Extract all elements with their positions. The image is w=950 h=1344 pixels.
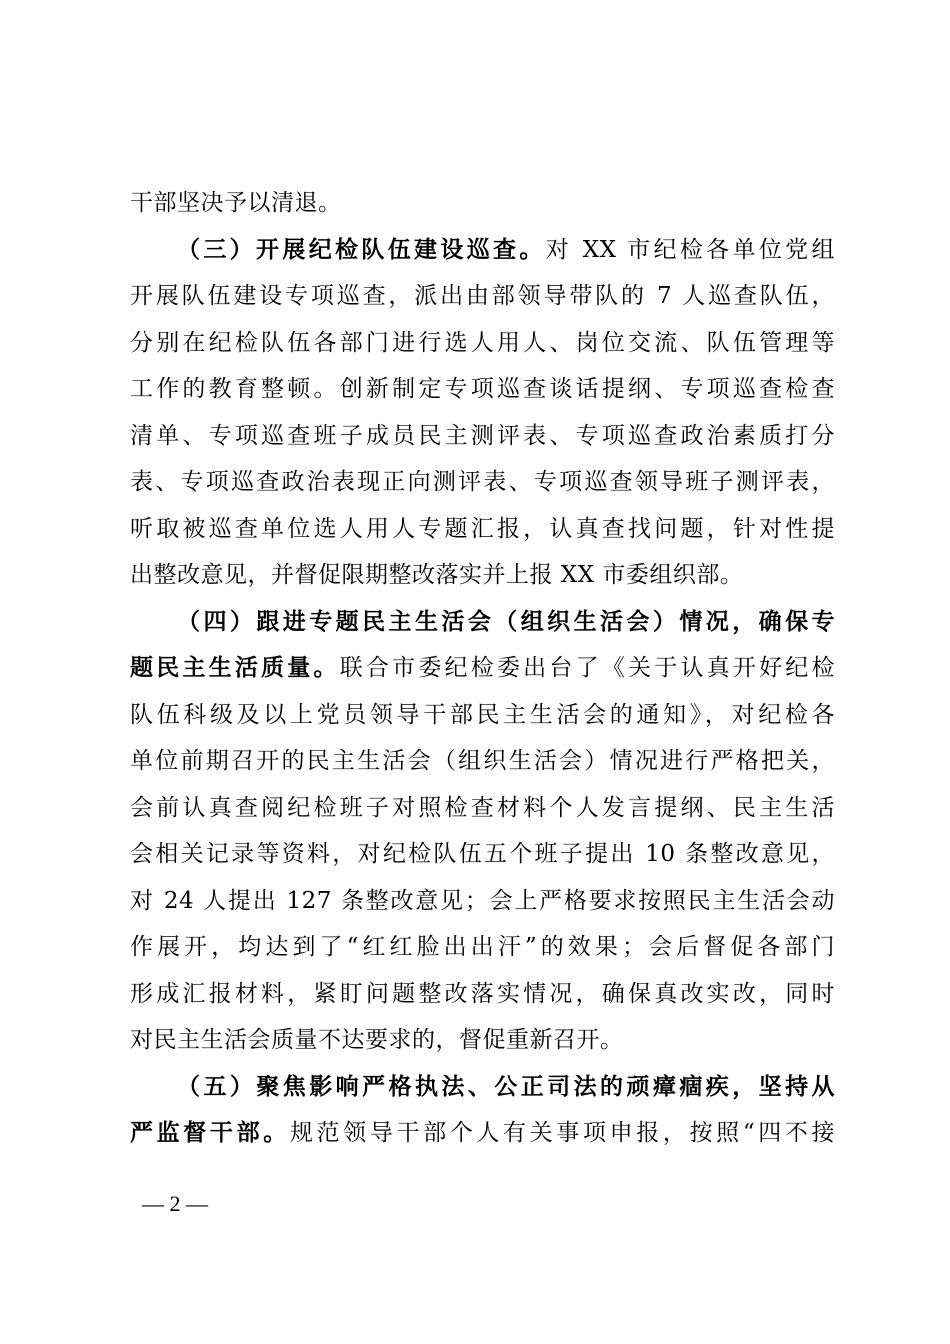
paragraph-line: 工作的教育整顿。创新制定专项巡查谈话提纲、专项巡查检查	[130, 376, 835, 402]
paragraph-line: 出整改意见，并督促限期整改落实并上报 XX 市委组织部。	[130, 562, 744, 588]
body-text: 联合市委纪检委出台了《关于认真开好纪检	[339, 655, 836, 681]
heading-text: 严监督干部。	[130, 1119, 290, 1146]
paragraph-line: 干部坚决予以清退。	[130, 190, 342, 216]
page-number: — 2 —	[142, 1191, 208, 1216]
paragraph-heading-line	[130, 227, 835, 274]
paragraph-line: 对民主生活会质量不达要求的，督促重新召开。	[130, 1027, 624, 1053]
paragraph-line: 对 24 人提出 127 条整改意见；会上严格要求按照民主生活会动	[130, 887, 835, 914]
paragraph-line: 单位前期召开的民主生活会（组织生活会）情况进行严格把关，	[130, 748, 835, 774]
paragraph-line: 分别在纪检队伍各部门进行选人用人、岗位交流、队伍管理等	[130, 329, 835, 356]
paragraph-line: 队伍科级及以上党员领导干部民主生活会的通知》，对纪检各	[130, 701, 835, 728]
paragraph-line: 形成汇报材料，紧盯问题整改落实情况，确保真改实改，同时	[130, 980, 835, 1007]
body-text: 对 XX 市纪检各单位党组	[545, 236, 836, 263]
paragraph-heading-line: （四）跟进专题民主生活会（组织生活会）情况，确保专	[177, 607, 835, 635]
paragraph-heading-line	[130, 1110, 835, 1157]
paragraph-heading-line: （五）聚焦影响严格执法、公正司法的顽瘴痼疾，坚持从	[177, 1072, 835, 1100]
paragraph-line: 作展开，均达到了“红红脸出出汗”的效果；会后督促各部门	[130, 934, 835, 960]
document-body	[130, 180, 835, 1157]
heading-text: 题民主生活质量。	[130, 654, 340, 681]
paragraph-line: 清单、专项巡查班子成员民主测评表、专项巡查政治素质打分	[130, 422, 835, 449]
paragraph-line: 会相关记录等资料，对纪检队伍五个班子提出 10 条整改意见，	[130, 841, 835, 867]
paragraph-heading-line	[130, 645, 835, 692]
body-text: 规范领导干部个人有关事项申报，按照“四不接	[289, 1120, 836, 1146]
paragraph-line: 表、专项巡查政治表现正向测评表、专项巡查领导班子测评表，	[130, 469, 835, 495]
paragraph-line: 听取被巡查单位选人用人专题汇报，认真查找问题，针对性提	[130, 515, 835, 542]
paragraph-line: 会前认真查阅纪检班子对照检查材料个人发言提纲、民主生活	[130, 794, 835, 821]
paragraph-line: 开展队伍建设专项巡查，派出由部领导带队的 7 人巡查队伍，	[130, 283, 835, 309]
heading-text: （三）开展纪检队伍建设巡查。	[177, 235, 546, 263]
